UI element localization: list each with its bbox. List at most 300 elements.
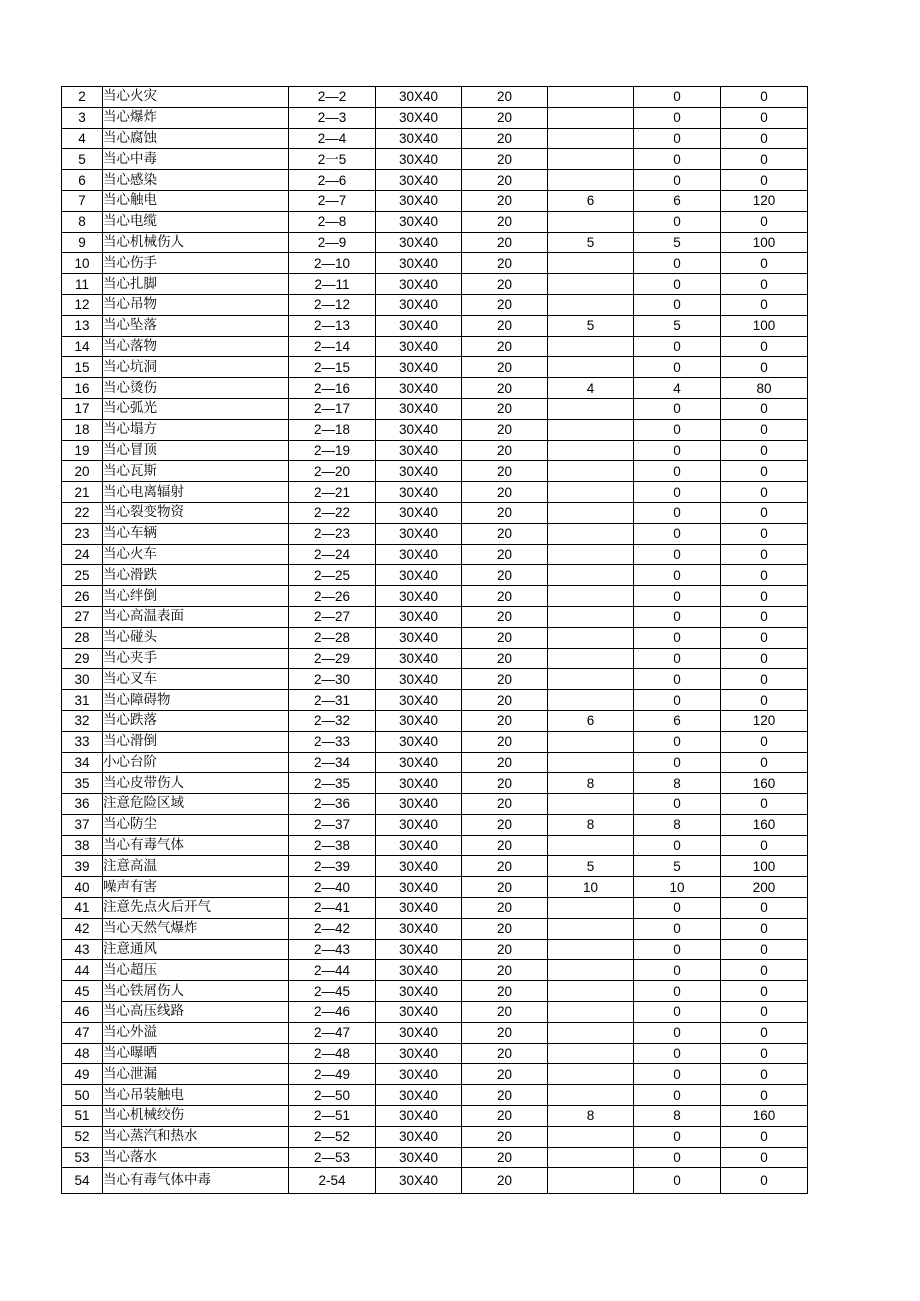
total-cell[interactable]: 0	[721, 1043, 808, 1064]
row-number-cell[interactable]: 27	[62, 606, 103, 627]
total-cell[interactable]: 0	[721, 960, 808, 981]
row-number-cell[interactable]: 42	[62, 918, 103, 939]
quantity-cell[interactable]: 20	[462, 482, 548, 503]
sign-code-cell[interactable]: 2—12	[289, 294, 376, 315]
total-cell[interactable]: 0	[721, 87, 808, 108]
sign-code-cell[interactable]: 2—16	[289, 378, 376, 399]
sign-size-cell[interactable]: 30X40	[376, 107, 462, 128]
count-b-cell[interactable]: 0	[634, 523, 721, 544]
sign-size-cell[interactable]: 30X40	[376, 211, 462, 232]
count-b-cell[interactable]: 8	[634, 773, 721, 794]
total-cell[interactable]: 0	[721, 690, 808, 711]
count-a-cell[interactable]	[548, 1085, 634, 1106]
quantity-cell[interactable]: 20	[462, 1022, 548, 1043]
count-b-cell[interactable]: 0	[634, 1043, 721, 1064]
row-number-cell[interactable]: 23	[62, 523, 103, 544]
sign-size-cell[interactable]: 30X40	[376, 1085, 462, 1106]
count-a-cell[interactable]	[548, 752, 634, 773]
sign-name-cell[interactable]: 当心铁屑伤人	[103, 981, 289, 1002]
sign-code-cell[interactable]: 2—4	[289, 128, 376, 149]
quantity-cell[interactable]: 20	[462, 835, 548, 856]
sign-size-cell[interactable]: 30X40	[376, 627, 462, 648]
count-b-cell[interactable]: 0	[634, 606, 721, 627]
quantity-cell[interactable]: 20	[462, 856, 548, 877]
quantity-cell[interactable]: 20	[462, 440, 548, 461]
row-number-cell[interactable]: 12	[62, 294, 103, 315]
sign-code-cell[interactable]: 2—35	[289, 773, 376, 794]
total-cell[interactable]: 0	[721, 419, 808, 440]
count-b-cell[interactable]: 0	[634, 981, 721, 1002]
total-cell[interactable]: 0	[721, 627, 808, 648]
sign-name-cell[interactable]: 当心高压线路	[103, 1002, 289, 1023]
row-number-cell[interactable]: 20	[62, 461, 103, 482]
quantity-cell[interactable]: 20	[462, 752, 548, 773]
sign-size-cell[interactable]: 30X40	[376, 1106, 462, 1127]
count-a-cell[interactable]: 6	[548, 190, 634, 211]
quantity-cell[interactable]: 20	[462, 1085, 548, 1106]
sign-name-cell[interactable]: 当心超压	[103, 960, 289, 981]
row-number-cell[interactable]: 24	[62, 544, 103, 565]
count-b-cell[interactable]: 0	[634, 1168, 721, 1194]
count-b-cell[interactable]: 0	[634, 565, 721, 586]
sign-code-cell[interactable]: 2—7	[289, 190, 376, 211]
sign-size-cell[interactable]: 30X40	[376, 357, 462, 378]
count-a-cell[interactable]: 8	[548, 814, 634, 835]
count-a-cell[interactable]: 5	[548, 315, 634, 336]
row-number-cell[interactable]: 3	[62, 107, 103, 128]
sign-size-cell[interactable]: 30X40	[376, 1022, 462, 1043]
quantity-cell[interactable]: 20	[462, 461, 548, 482]
sign-name-cell[interactable]: 当心蒸汽和热水	[103, 1126, 289, 1147]
count-b-cell[interactable]: 0	[634, 731, 721, 752]
count-a-cell[interactable]: 10	[548, 877, 634, 898]
sign-size-cell[interactable]: 30X40	[376, 773, 462, 794]
count-a-cell[interactable]	[548, 1168, 634, 1194]
total-cell[interactable]: 0	[721, 294, 808, 315]
sign-code-cell[interactable]: 2—17	[289, 398, 376, 419]
row-number-cell[interactable]: 46	[62, 1002, 103, 1023]
sign-name-cell[interactable]: 当心火灾	[103, 87, 289, 108]
sign-size-cell[interactable]: 30X40	[376, 128, 462, 149]
count-a-cell[interactable]	[548, 170, 634, 191]
sign-size-cell[interactable]: 30X40	[376, 898, 462, 919]
quantity-cell[interactable]: 20	[462, 918, 548, 939]
total-cell[interactable]: 0	[721, 502, 808, 523]
sign-code-cell[interactable]: 2—42	[289, 918, 376, 939]
total-cell[interactable]: 0	[721, 1147, 808, 1168]
count-b-cell[interactable]: 0	[634, 149, 721, 170]
sign-size-cell[interactable]: 30X40	[376, 523, 462, 544]
sign-code-cell[interactable]: 2—36	[289, 794, 376, 815]
sign-code-cell[interactable]: 2—47	[289, 1022, 376, 1043]
total-cell[interactable]: 100	[721, 315, 808, 336]
count-b-cell[interactable]: 0	[634, 898, 721, 919]
sign-name-cell[interactable]: 当心扎脚	[103, 274, 289, 295]
sign-size-cell[interactable]: 30X40	[376, 232, 462, 253]
sign-code-cell[interactable]: 2—24	[289, 544, 376, 565]
quantity-cell[interactable]: 20	[462, 128, 548, 149]
total-cell[interactable]: 0	[721, 752, 808, 773]
sign-code-cell[interactable]: 2—29	[289, 648, 376, 669]
count-a-cell[interactable]	[548, 669, 634, 690]
sign-code-cell[interactable]: 2—9	[289, 232, 376, 253]
count-a-cell[interactable]	[548, 1064, 634, 1085]
count-b-cell[interactable]: 5	[634, 232, 721, 253]
total-cell[interactable]: 0	[721, 1168, 808, 1194]
count-b-cell[interactable]: 0	[634, 170, 721, 191]
row-number-cell[interactable]: 25	[62, 565, 103, 586]
total-cell[interactable]: 0	[721, 981, 808, 1002]
quantity-cell[interactable]: 20	[462, 1064, 548, 1085]
sign-code-cell[interactable]: 2—40	[289, 877, 376, 898]
count-a-cell[interactable]	[548, 87, 634, 108]
total-cell[interactable]: 0	[721, 544, 808, 565]
total-cell[interactable]: 0	[721, 211, 808, 232]
count-a-cell[interactable]	[548, 690, 634, 711]
quantity-cell[interactable]: 20	[462, 523, 548, 544]
count-a-cell[interactable]	[548, 461, 634, 482]
sign-name-cell[interactable]: 注意高温	[103, 856, 289, 877]
sign-code-cell[interactable]: 2—37	[289, 814, 376, 835]
total-cell[interactable]: 0	[721, 253, 808, 274]
sign-name-cell[interactable]: 当心车辆	[103, 523, 289, 544]
sign-size-cell[interactable]: 30X40	[376, 1168, 462, 1194]
sign-size-cell[interactable]: 30X40	[376, 669, 462, 690]
sign-code-cell[interactable]: 2—14	[289, 336, 376, 357]
quantity-cell[interactable]: 20	[462, 274, 548, 295]
quantity-cell[interactable]: 20	[462, 315, 548, 336]
quantity-cell[interactable]: 20	[462, 939, 548, 960]
count-b-cell[interactable]: 0	[634, 794, 721, 815]
count-b-cell[interactable]: 0	[634, 128, 721, 149]
count-a-cell[interactable]	[548, 981, 634, 1002]
count-a-cell[interactable]	[548, 627, 634, 648]
sign-name-cell[interactable]: 当心有毒气体中毒	[103, 1168, 289, 1194]
sign-size-cell[interactable]: 30X40	[376, 482, 462, 503]
total-cell[interactable]: 120	[721, 710, 808, 731]
count-a-cell[interactable]: 5	[548, 856, 634, 877]
quantity-cell[interactable]: 20	[462, 419, 548, 440]
quantity-cell[interactable]: 20	[462, 190, 548, 211]
sign-size-cell[interactable]: 30X40	[376, 502, 462, 523]
quantity-cell[interactable]: 20	[462, 731, 548, 752]
row-number-cell[interactable]: 2	[62, 87, 103, 108]
sign-name-cell[interactable]: 当心腐蚀	[103, 128, 289, 149]
sign-name-cell[interactable]: 当心弧光	[103, 398, 289, 419]
row-number-cell[interactable]: 30	[62, 669, 103, 690]
count-a-cell[interactable]	[548, 1043, 634, 1064]
row-number-cell[interactable]: 48	[62, 1043, 103, 1064]
total-cell[interactable]: 0	[721, 586, 808, 607]
row-number-cell[interactable]: 53	[62, 1147, 103, 1168]
sign-code-cell[interactable]: 2—18	[289, 419, 376, 440]
row-number-cell[interactable]: 43	[62, 939, 103, 960]
row-number-cell[interactable]: 11	[62, 274, 103, 295]
total-cell[interactable]: 160	[721, 773, 808, 794]
count-b-cell[interactable]: 0	[634, 419, 721, 440]
count-b-cell[interactable]: 0	[634, 1002, 721, 1023]
count-b-cell[interactable]: 0	[634, 87, 721, 108]
total-cell[interactable]: 0	[721, 794, 808, 815]
count-a-cell[interactable]	[548, 253, 634, 274]
total-cell[interactable]: 0	[721, 731, 808, 752]
row-number-cell[interactable]: 33	[62, 731, 103, 752]
sign-code-cell[interactable]: 2—23	[289, 523, 376, 544]
total-cell[interactable]: 200	[721, 877, 808, 898]
quantity-cell[interactable]: 20	[462, 87, 548, 108]
sign-size-cell[interactable]: 30X40	[376, 336, 462, 357]
sign-name-cell[interactable]: 当心电缆	[103, 211, 289, 232]
count-b-cell[interactable]: 0	[634, 461, 721, 482]
sign-code-cell[interactable]: 2—8	[289, 211, 376, 232]
quantity-cell[interactable]: 20	[462, 544, 548, 565]
sign-size-cell[interactable]: 30X40	[376, 440, 462, 461]
total-cell[interactable]: 0	[721, 939, 808, 960]
sign-code-cell[interactable]: 2—32	[289, 710, 376, 731]
row-number-cell[interactable]: 26	[62, 586, 103, 607]
count-a-cell[interactable]: 8	[548, 1106, 634, 1127]
row-number-cell[interactable]: 39	[62, 856, 103, 877]
sign-name-cell[interactable]: 当心爆炸	[103, 107, 289, 128]
count-b-cell[interactable]: 0	[634, 398, 721, 419]
count-a-cell[interactable]	[548, 357, 634, 378]
count-b-cell[interactable]: 0	[634, 1126, 721, 1147]
quantity-cell[interactable]: 20	[462, 107, 548, 128]
sign-name-cell[interactable]: 当心有毒气体	[103, 835, 289, 856]
count-a-cell[interactable]: 5	[548, 232, 634, 253]
sign-code-cell[interactable]: 2—26	[289, 586, 376, 607]
sign-code-cell[interactable]: 2—52	[289, 1126, 376, 1147]
sign-name-cell[interactable]: 当心泄漏	[103, 1064, 289, 1085]
quantity-cell[interactable]: 20	[462, 149, 548, 170]
sign-size-cell[interactable]: 30X40	[376, 274, 462, 295]
sign-code-cell[interactable]: 2—20	[289, 461, 376, 482]
sign-code-cell[interactable]: 2—43	[289, 939, 376, 960]
total-cell[interactable]: 0	[721, 1085, 808, 1106]
row-number-cell[interactable]: 34	[62, 752, 103, 773]
sign-code-cell[interactable]: 2—19	[289, 440, 376, 461]
row-number-cell[interactable]: 7	[62, 190, 103, 211]
count-a-cell[interactable]	[548, 419, 634, 440]
sign-name-cell[interactable]: 注意先点火后开气	[103, 898, 289, 919]
count-a-cell[interactable]	[548, 1126, 634, 1147]
total-cell[interactable]: 0	[721, 336, 808, 357]
sign-name-cell[interactable]: 当心机械伤人	[103, 232, 289, 253]
sign-size-cell[interactable]: 30X40	[376, 690, 462, 711]
count-b-cell[interactable]: 0	[634, 690, 721, 711]
sign-name-cell[interactable]: 当心叉车	[103, 669, 289, 690]
row-number-cell[interactable]: 45	[62, 981, 103, 1002]
count-b-cell[interactable]: 8	[634, 1106, 721, 1127]
sign-name-cell[interactable]: 当心障碍物	[103, 690, 289, 711]
quantity-cell[interactable]: 20	[462, 960, 548, 981]
sign-code-cell[interactable]: 2—25	[289, 565, 376, 586]
sign-size-cell[interactable]: 30X40	[376, 586, 462, 607]
sign-size-cell[interactable]: 30X40	[376, 253, 462, 274]
count-b-cell[interactable]: 6	[634, 190, 721, 211]
quantity-cell[interactable]: 20	[462, 794, 548, 815]
sign-size-cell[interactable]: 30X40	[376, 294, 462, 315]
count-a-cell[interactable]	[548, 606, 634, 627]
count-a-cell[interactable]	[548, 398, 634, 419]
total-cell[interactable]: 0	[721, 107, 808, 128]
row-number-cell[interactable]: 21	[62, 482, 103, 503]
row-number-cell[interactable]: 41	[62, 898, 103, 919]
sign-size-cell[interactable]: 30X40	[376, 1126, 462, 1147]
count-a-cell[interactable]	[548, 482, 634, 503]
quantity-cell[interactable]: 20	[462, 1147, 548, 1168]
row-number-cell[interactable]: 13	[62, 315, 103, 336]
sign-code-cell[interactable]: 2—38	[289, 835, 376, 856]
sign-name-cell[interactable]: 当心夹手	[103, 648, 289, 669]
sign-size-cell[interactable]: 30X40	[376, 939, 462, 960]
total-cell[interactable]: 100	[721, 856, 808, 877]
sign-name-cell[interactable]: 当心电离辐射	[103, 482, 289, 503]
count-a-cell[interactable]	[548, 939, 634, 960]
sign-size-cell[interactable]: 30X40	[376, 461, 462, 482]
total-cell[interactable]: 0	[721, 1002, 808, 1023]
total-cell[interactable]: 0	[721, 1064, 808, 1085]
quantity-cell[interactable]: 20	[462, 586, 548, 607]
total-cell[interactable]: 0	[721, 398, 808, 419]
sign-name-cell[interactable]: 当心滑倒	[103, 731, 289, 752]
sign-code-cell[interactable]: 2一5	[289, 149, 376, 170]
count-b-cell[interactable]: 0	[634, 294, 721, 315]
count-a-cell[interactable]	[548, 523, 634, 544]
count-a-cell[interactable]	[548, 440, 634, 461]
row-number-cell[interactable]: 37	[62, 814, 103, 835]
count-a-cell[interactable]	[548, 1022, 634, 1043]
row-number-cell[interactable]: 35	[62, 773, 103, 794]
sign-code-cell[interactable]: 2—21	[289, 482, 376, 503]
count-b-cell[interactable]: 0	[634, 1085, 721, 1106]
sign-name-cell[interactable]: 当心吊物	[103, 294, 289, 315]
row-number-cell[interactable]: 49	[62, 1064, 103, 1085]
row-number-cell[interactable]: 54	[62, 1168, 103, 1194]
sign-code-cell[interactable]: 2—15	[289, 357, 376, 378]
sign-code-cell[interactable]: 2—31	[289, 690, 376, 711]
sign-size-cell[interactable]: 30X40	[376, 835, 462, 856]
count-a-cell[interactable]: 4	[548, 378, 634, 399]
sign-code-cell[interactable]: 2—44	[289, 960, 376, 981]
row-number-cell[interactable]: 16	[62, 378, 103, 399]
count-b-cell[interactable]: 0	[634, 502, 721, 523]
count-b-cell[interactable]: 0	[634, 1147, 721, 1168]
sign-name-cell[interactable]: 当心外溢	[103, 1022, 289, 1043]
sign-size-cell[interactable]: 30X40	[376, 731, 462, 752]
quantity-cell[interactable]: 20	[462, 502, 548, 523]
total-cell[interactable]: 0	[721, 669, 808, 690]
sign-code-cell[interactable]: 2—46	[289, 1002, 376, 1023]
sign-size-cell[interactable]: 30X40	[376, 794, 462, 815]
row-number-cell[interactable]: 5	[62, 149, 103, 170]
sign-size-cell[interactable]: 30X40	[376, 544, 462, 565]
total-cell[interactable]: 0	[721, 440, 808, 461]
sign-name-cell[interactable]: 注意通风	[103, 939, 289, 960]
total-cell[interactable]: 0	[721, 606, 808, 627]
quantity-cell[interactable]: 20	[462, 378, 548, 399]
count-a-cell[interactable]	[548, 960, 634, 981]
sign-size-cell[interactable]: 30X40	[376, 565, 462, 586]
row-number-cell[interactable]: 38	[62, 835, 103, 856]
count-b-cell[interactable]: 0	[634, 440, 721, 461]
row-number-cell[interactable]: 36	[62, 794, 103, 815]
row-number-cell[interactable]: 40	[62, 877, 103, 898]
sign-code-cell[interactable]: 2—22	[289, 502, 376, 523]
count-a-cell[interactable]	[548, 731, 634, 752]
sign-size-cell[interactable]: 30X40	[376, 87, 462, 108]
sign-name-cell[interactable]: 当心塌方	[103, 419, 289, 440]
sign-name-cell[interactable]: 当心坠落	[103, 315, 289, 336]
quantity-cell[interactable]: 20	[462, 211, 548, 232]
sign-name-cell[interactable]: 小心台阶	[103, 752, 289, 773]
sign-code-cell[interactable]: 2—34	[289, 752, 376, 773]
row-number-cell[interactable]: 18	[62, 419, 103, 440]
count-b-cell[interactable]: 0	[634, 648, 721, 669]
sign-name-cell[interactable]: 当心吊装触电	[103, 1085, 289, 1106]
total-cell[interactable]: 0	[721, 918, 808, 939]
sign-name-cell[interactable]: 当心落水	[103, 1147, 289, 1168]
count-a-cell[interactable]	[548, 107, 634, 128]
quantity-cell[interactable]: 20	[462, 232, 548, 253]
total-cell[interactable]: 80	[721, 378, 808, 399]
row-number-cell[interactable]: 28	[62, 627, 103, 648]
total-cell[interactable]: 0	[721, 461, 808, 482]
count-b-cell[interactable]: 0	[634, 107, 721, 128]
total-cell[interactable]: 160	[721, 814, 808, 835]
count-b-cell[interactable]: 5	[634, 315, 721, 336]
quantity-cell[interactable]: 20	[462, 773, 548, 794]
quantity-cell[interactable]: 20	[462, 398, 548, 419]
sign-code-cell[interactable]: 2—10	[289, 253, 376, 274]
sign-code-cell[interactable]: 2—28	[289, 627, 376, 648]
quantity-cell[interactable]: 20	[462, 170, 548, 191]
quantity-cell[interactable]: 20	[462, 253, 548, 274]
row-number-cell[interactable]: 19	[62, 440, 103, 461]
total-cell[interactable]: 160	[721, 1106, 808, 1127]
total-cell[interactable]: 0	[721, 128, 808, 149]
sign-name-cell[interactable]: 当心冒顶	[103, 440, 289, 461]
sign-code-cell[interactable]: 2—3	[289, 107, 376, 128]
sign-size-cell[interactable]: 30X40	[376, 419, 462, 440]
count-a-cell[interactable]	[548, 128, 634, 149]
sign-size-cell[interactable]: 30X40	[376, 648, 462, 669]
row-number-cell[interactable]: 29	[62, 648, 103, 669]
row-number-cell[interactable]: 14	[62, 336, 103, 357]
total-cell[interactable]: 100	[721, 232, 808, 253]
sign-size-cell[interactable]: 30X40	[376, 170, 462, 191]
sign-name-cell[interactable]: 当心防尘	[103, 814, 289, 835]
sign-code-cell[interactable]: 2—27	[289, 606, 376, 627]
sign-size-cell[interactable]: 30X40	[376, 190, 462, 211]
count-a-cell[interactable]	[548, 1147, 634, 1168]
sign-code-cell[interactable]: 2—6	[289, 170, 376, 191]
sign-size-cell[interactable]: 30X40	[376, 918, 462, 939]
sign-name-cell[interactable]: 当心皮带伤人	[103, 773, 289, 794]
sign-size-cell[interactable]: 30X40	[376, 877, 462, 898]
count-b-cell[interactable]: 0	[634, 669, 721, 690]
row-number-cell[interactable]: 50	[62, 1085, 103, 1106]
sign-size-cell[interactable]: 30X40	[376, 1002, 462, 1023]
sign-name-cell[interactable]: 注意危险区域	[103, 794, 289, 815]
count-b-cell[interactable]: 0	[634, 918, 721, 939]
count-b-cell[interactable]: 8	[634, 814, 721, 835]
sign-name-cell[interactable]: 当心瓦斯	[103, 461, 289, 482]
count-a-cell[interactable]	[548, 565, 634, 586]
sign-size-cell[interactable]: 30X40	[376, 960, 462, 981]
sign-name-cell[interactable]: 当心天然气爆炸	[103, 918, 289, 939]
row-number-cell[interactable]: 8	[62, 211, 103, 232]
